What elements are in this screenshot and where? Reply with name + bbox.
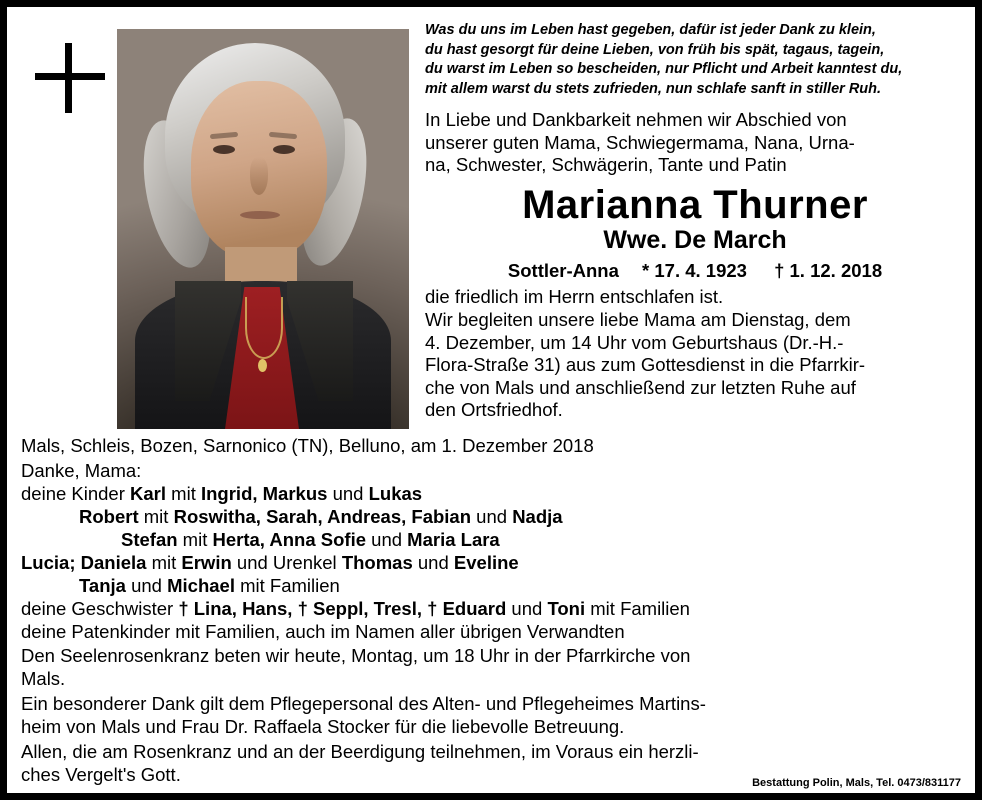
family-connector-text: mit — [146, 551, 182, 573]
verse-line: Was du uns im Leben hast gegeben, dafür ist jeder Dank zu klein, — [425, 22, 876, 38]
verse-line: du hast gesorgt für deine Lieben, von früh bis spät, tagaus, tagein, — [425, 41, 885, 58]
detail-line: 4. Dezember, um 14 Uhr vom Geburtshaus (Dr.-H.- — [425, 331, 844, 353]
intro-line: unserer guten Mama, Schwiegermama, Nana, Urna- — [425, 131, 855, 153]
family-member-name: Thomas — [341, 551, 413, 573]
funeral-home-credit: Bestattung Polin, Mals, Tel. 0473/831177 — [752, 777, 961, 789]
places-and-date: Mals, Schleis, Bozen, Sarnonico (TN), Belluno, am 1. Dezember 2018 — [21, 435, 594, 456]
family-connector-text: und — [471, 505, 513, 527]
closing-line: Allen, die am Rosenkranz und an der Beerdigung teilnehmen, im Voraus ein herzli- — [21, 741, 699, 763]
family-connector-text: und — [366, 528, 408, 550]
family-connector-text: und — [125, 574, 168, 596]
detail-line: Flora-Straße 31) aus zum Gottesdienst in die Pfarrkir- — [425, 354, 866, 376]
detail-line: che von Mals und anschließend zur letzten Ruhe auf — [425, 376, 856, 398]
lower-text-block — [21, 435, 965, 787]
family-line — [21, 552, 965, 575]
family-list — [21, 483, 965, 644]
family-member-name: Karl — [130, 482, 167, 504]
deceased-subname: Wwe. De March — [603, 225, 787, 254]
family-member-name: † Lina, Hans, † Seppl, Tresl, † Eduard — [178, 597, 507, 619]
verse-line: mit allem warst du stets zufrieden, nun schlafe sanft in stiller Ruh. — [425, 80, 882, 97]
family-member-name: Lukas — [368, 482, 423, 504]
staff-thanks-line: Ein besonderer Dank gilt dem Pflegepersonal des Alten- und Pflegeheimes Martins- — [21, 693, 706, 715]
family-connector-text: und — [327, 482, 369, 504]
family-connector-text: und — [412, 551, 454, 573]
family-member-name: Nadja — [512, 505, 563, 527]
cross-horizontal-bar — [35, 73, 105, 80]
eye-right — [273, 145, 295, 154]
detail-line: den Ortsfriedhof. — [425, 399, 563, 421]
family-connector-text: und — [506, 597, 548, 619]
deceased-name: Marianna Thurner — [522, 182, 868, 227]
intro-line: na, Schwester, Schwägerin, Tante und Patin — [425, 154, 787, 176]
cross-icon — [35, 43, 105, 113]
family-connector-text: mit — [138, 505, 174, 527]
family-connector-text: mit — [166, 482, 201, 504]
thanks-header: Danke, Mama: — [21, 459, 142, 481]
verse-line: du warst im Leben so bescheiden, nur Pflicht und Arbeit kanntest du, — [425, 61, 903, 78]
staff-thanks-line: heim von Mals und Frau Dr. Raffaela Stocker für die liebevolle Betreuung. — [21, 716, 625, 738]
rosary-line: Den Seelenrosenkranz beten wir heute, Montag, um 18 Uhr in der Pfarrkirche von — [21, 645, 691, 667]
family-connector-text: deine Patenkinder mit Familien, auch im Namen aller übrigen Verwandten — [21, 620, 625, 642]
family-line — [21, 621, 965, 644]
family-connector-text: mit Familien — [234, 574, 340, 596]
family-connector-text: deine Geschwister — [21, 597, 179, 619]
funeral-details — [425, 286, 965, 421]
family-member-name: Lucia; Daniela — [21, 551, 147, 573]
family-connector-text: mit — [177, 528, 213, 550]
intro-text — [425, 109, 965, 177]
upper-text-column — [425, 21, 965, 422]
family-line — [21, 575, 965, 598]
family-line — [21, 598, 965, 621]
intro-line: In Liebe und Dankbarkeit nehmen wir Abschied von — [425, 109, 847, 131]
family-member-name: Roswitha, Sarah, Andreas, Fabian — [173, 505, 472, 527]
family-connector-text: mit Familien — [585, 597, 690, 619]
family-member-name: Eveline — [453, 551, 519, 573]
family-member-name: Erwin — [181, 551, 232, 573]
detail-line: Wir begleiten unsere liebe Mama am Dienstag, dem — [425, 309, 851, 331]
family-member-name: Tanja — [79, 574, 126, 596]
rosary-note — [21, 645, 965, 691]
family-line — [21, 483, 965, 506]
family-connector-text: deine Kinder — [21, 482, 131, 504]
mouth — [240, 211, 280, 219]
detail-line: die friedlich im Herrn entschlafen ist. — [425, 286, 724, 308]
portrait-photo — [117, 29, 409, 429]
family-connector-text: und Urenkel — [231, 551, 342, 573]
family-member-name: Herta, Anna Sofie — [212, 528, 367, 550]
notice-inner — [7, 7, 975, 793]
family-member-name: Robert — [79, 505, 139, 527]
rosary-line: Mals. — [21, 668, 66, 690]
staff-thanks — [21, 693, 965, 739]
family-line — [21, 529, 965, 552]
death-date: † 1. 12. 2018 — [774, 260, 883, 282]
family-member-name: Toni — [547, 597, 586, 619]
necklace — [245, 297, 283, 359]
family-member-name: Stefan — [121, 528, 178, 550]
family-line — [21, 506, 965, 529]
nickname: Sottler-Anna — [507, 260, 619, 282]
birth-date: * 17. 4. 1923 — [642, 260, 747, 282]
family-member-name: Maria Lara — [407, 528, 500, 550]
necklace-pendant — [258, 359, 267, 372]
closing-line: ches Vergelt's Gott. — [21, 764, 181, 786]
memorial-verse — [425, 21, 965, 99]
eye-left — [213, 145, 235, 154]
dates-line — [425, 260, 965, 282]
nose — [250, 157, 268, 195]
family-member-name: Michael — [167, 574, 235, 596]
family-member-name: Ingrid, Markus — [200, 482, 328, 504]
